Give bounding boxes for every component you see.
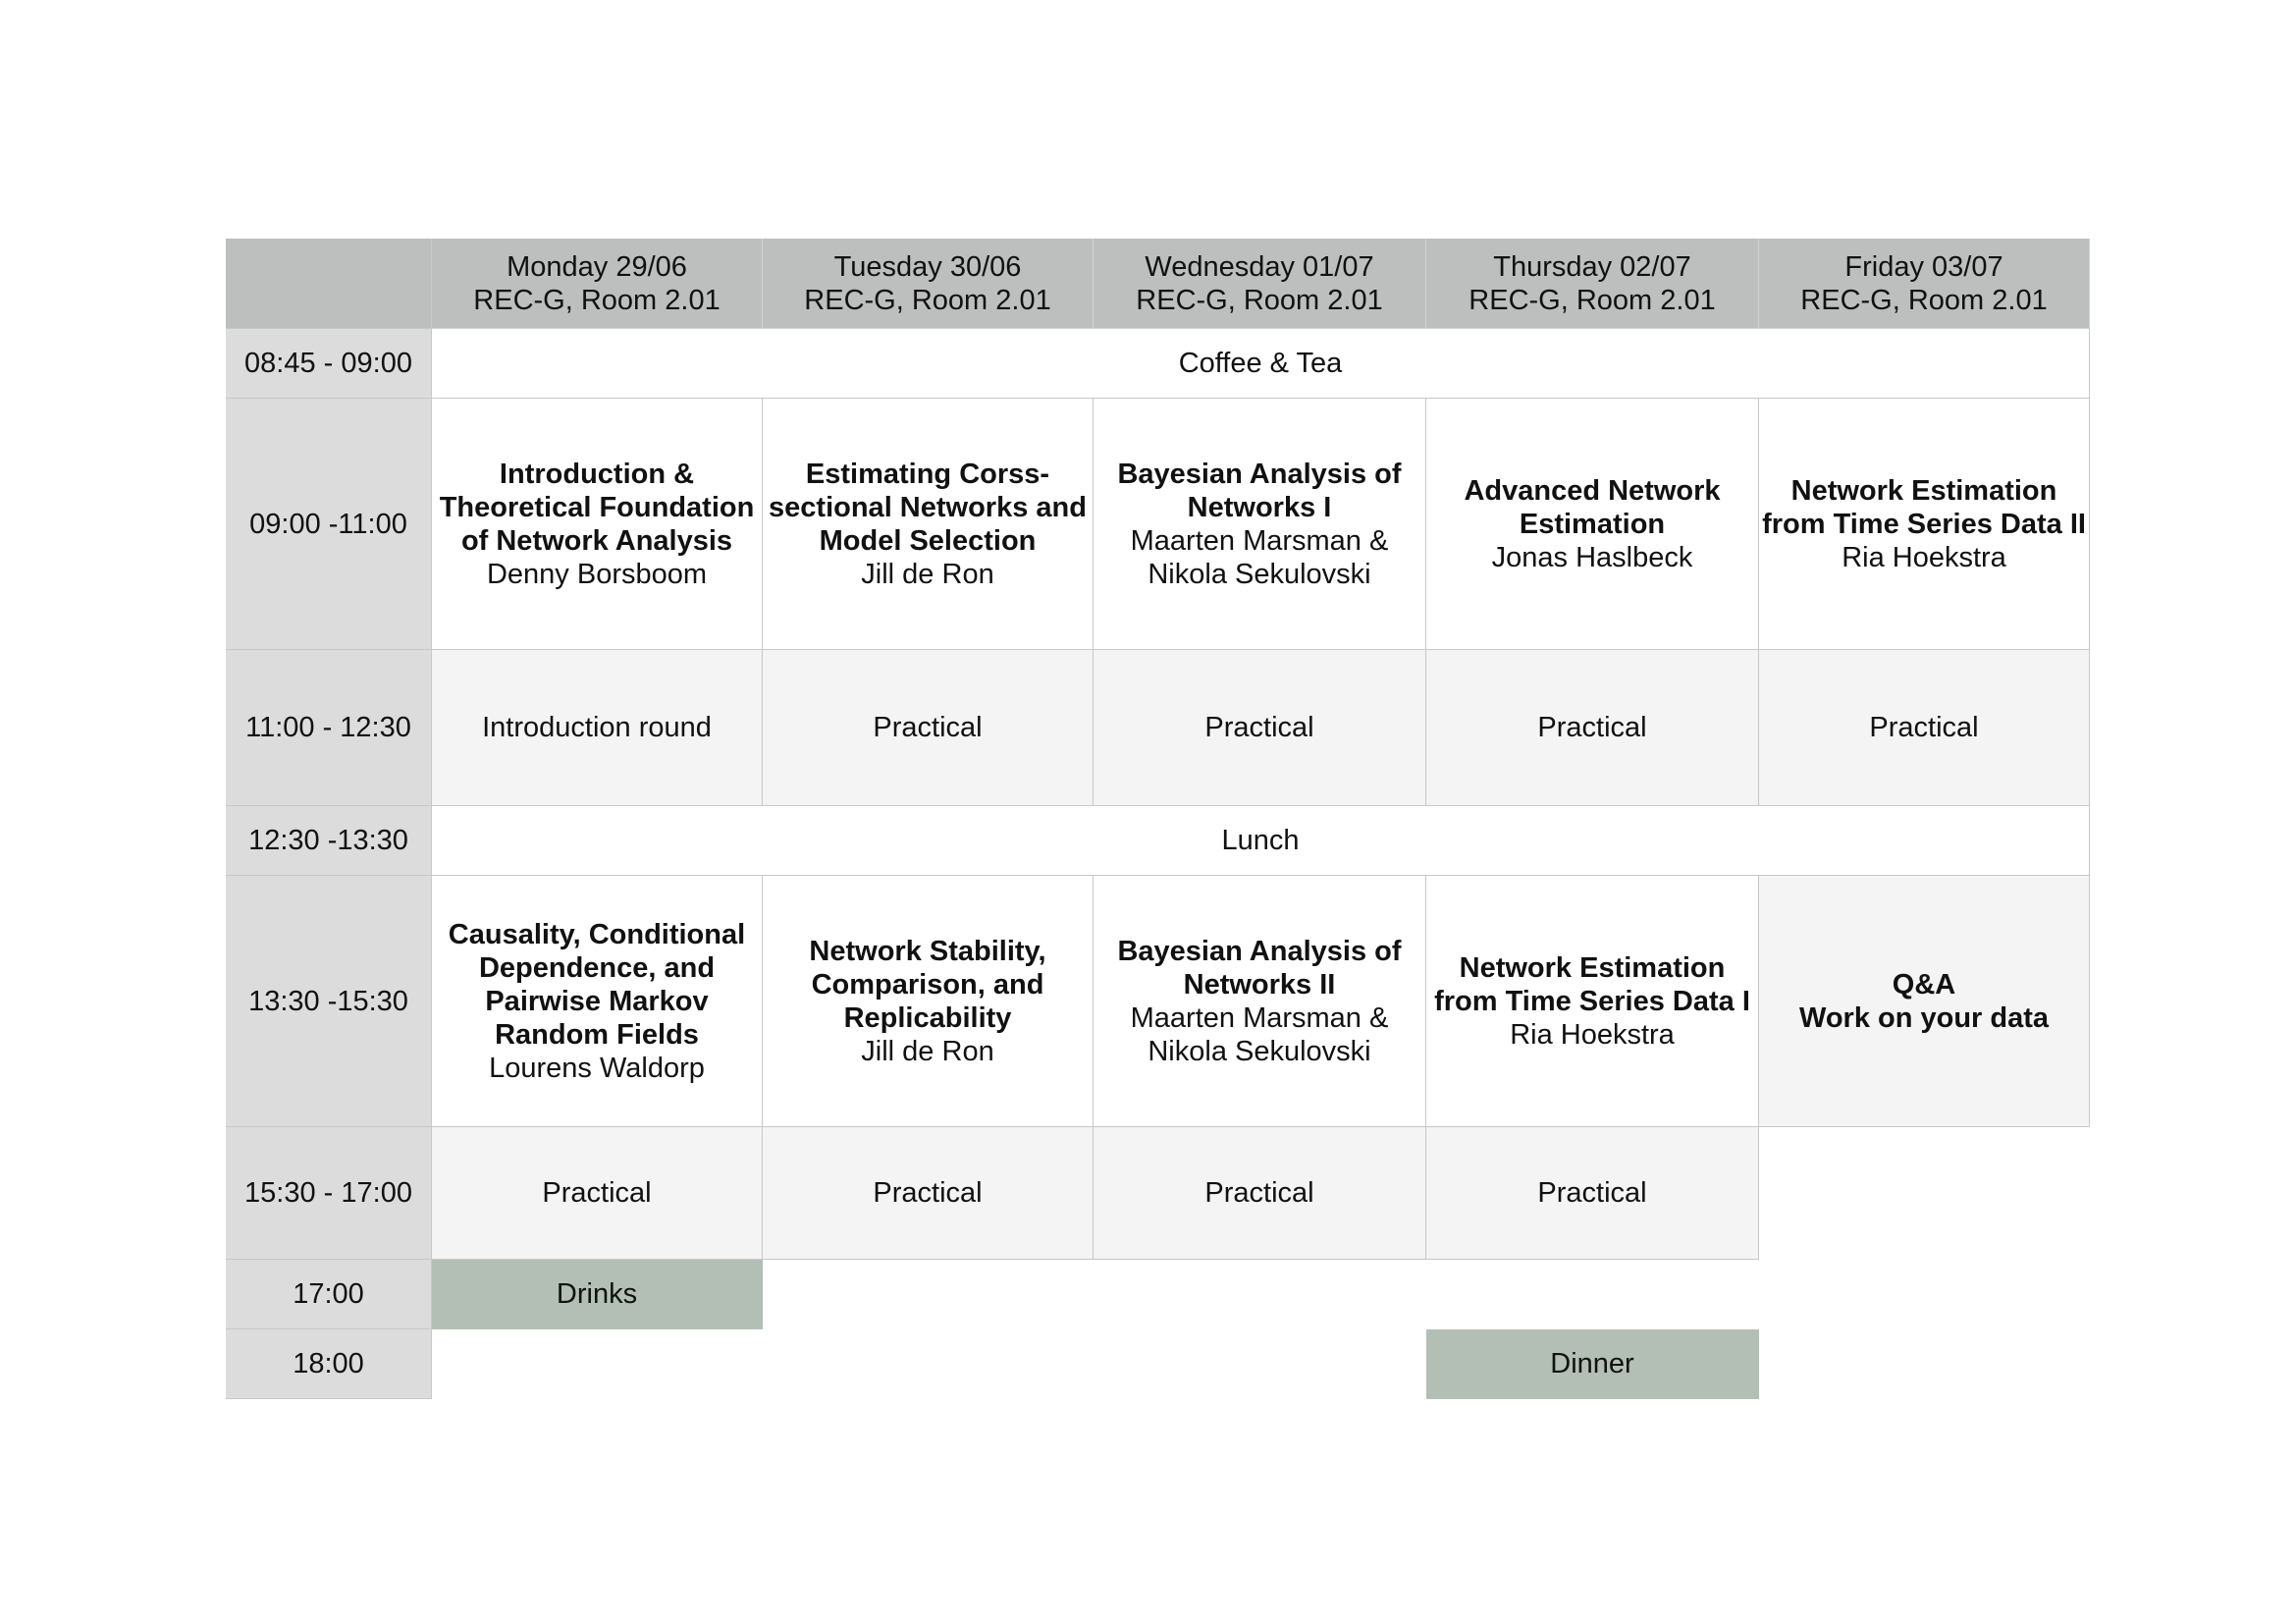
morning-session-tuesday: [763, 399, 1094, 650]
late-afternoon-wednesday: Practical: [1094, 1127, 1426, 1260]
session-title: Estimating Corss-sectional Networks and Model Selection: [769, 458, 1087, 557]
afternoon-session-thursday: [1426, 876, 1759, 1127]
header-corner-cell: [226, 239, 432, 329]
late-afternoon-thursday: Practical: [1426, 1127, 1759, 1260]
afternoon-session-monday: [432, 876, 763, 1127]
drinks-event: Drinks: [432, 1260, 763, 1329]
header-friday: [1759, 239, 2090, 329]
session-speaker: Jill de Ron: [861, 1035, 994, 1067]
session-speaker: Lourens Waldorp: [489, 1052, 705, 1084]
header-day: Tuesday 30/06: [833, 250, 1022, 283]
morning-session-thursday: [1426, 399, 1759, 650]
dinner-event: Dinner: [1426, 1329, 1759, 1399]
header-room: REC-G, Room 2.01: [1136, 284, 1383, 316]
header-day: Friday 03/07: [1844, 250, 2003, 283]
late-morning-wednesday: Practical: [1094, 650, 1426, 806]
session-title: Bayesian Analysis of Networks II: [1117, 935, 1402, 1001]
session-speaker: Ria Hoekstra: [1510, 1018, 1675, 1051]
header-tuesday: [763, 239, 1094, 329]
session-speaker: Maarten Marsman & Nikola Sekulovski: [1130, 1001, 1389, 1067]
time-cell: 11:00 - 12:30: [226, 650, 432, 806]
header-room: REC-G, Room 2.01: [473, 284, 721, 316]
time-cell: 09:00 -11:00: [226, 399, 432, 650]
session-title: Q&A: [1892, 968, 1956, 1001]
time-cell: 18:00: [226, 1329, 432, 1399]
afternoon-session-friday: [1759, 876, 2090, 1127]
late-morning-monday: Introduction round: [432, 650, 763, 806]
time-cell: 17:00: [226, 1260, 432, 1329]
session-speaker: Jill de Ron: [861, 558, 994, 590]
header-thursday: [1426, 239, 1759, 329]
morning-session-wednesday: [1094, 399, 1426, 650]
session-title: Network Estimation from Time Series Data II: [1762, 474, 2086, 540]
time-cell: 15:30 - 17:00: [226, 1127, 432, 1260]
late-morning-tuesday: Practical: [763, 650, 1094, 806]
session-title: Network Stability, Comparison, and Replicability: [809, 935, 1046, 1034]
session-subtitle: Work on your data: [1798, 1001, 2050, 1034]
session-title: Bayesian Analysis of Networks I: [1117, 458, 1402, 523]
header-day: Thursday 02/07: [1493, 250, 1691, 283]
session-speaker: Maarten Marsman & Nikola Sekulovski: [1130, 524, 1389, 590]
header-wednesday: [1094, 239, 1426, 329]
afternoon-session-wednesday: [1094, 876, 1426, 1127]
time-cell: 08:45 - 09:00: [226, 329, 432, 399]
header-room: REC-G, Room 2.01: [1468, 284, 1716, 316]
header-room: REC-G, Room 2.01: [1800, 284, 2048, 316]
time-cell: 12:30 -13:30: [226, 806, 432, 876]
session-title: Introduction & Theoretical Foundation of Network Analysis: [439, 458, 755, 557]
morning-session-friday: [1759, 399, 2090, 650]
session-title: Network Estimation from Time Series Data I: [1434, 951, 1750, 1017]
session-speaker: Denny Borsboom: [486, 558, 708, 590]
coffee-break: Coffee & Tea: [432, 329, 2090, 399]
lunch-break: Lunch: [432, 806, 2090, 876]
late-afternoon-monday: Practical: [432, 1127, 763, 1260]
schedule-table: [226, 239, 2086, 1393]
session-speaker: Ria Hoekstra: [1842, 541, 2006, 573]
morning-session-monday: [432, 399, 763, 650]
time-cell: 13:30 -15:30: [226, 876, 432, 1127]
late-afternoon-tuesday: Practical: [763, 1127, 1094, 1260]
late-morning-friday: Practical: [1759, 650, 2090, 806]
session-speaker: Jonas Haslbeck: [1491, 541, 1693, 573]
late-morning-thursday: Practical: [1426, 650, 1759, 806]
header-day: Wednesday 01/07: [1145, 250, 1374, 283]
afternoon-session-tuesday: [763, 876, 1094, 1127]
header-room: REC-G, Room 2.01: [804, 284, 1051, 316]
session-title: Causality, Conditional Dependence, and Pairwise Markov Random Fields: [448, 918, 746, 1051]
session-title: Advanced Network Estimation: [1464, 474, 1721, 540]
header-day: Monday 29/06: [507, 250, 687, 283]
header-monday: [432, 239, 763, 329]
